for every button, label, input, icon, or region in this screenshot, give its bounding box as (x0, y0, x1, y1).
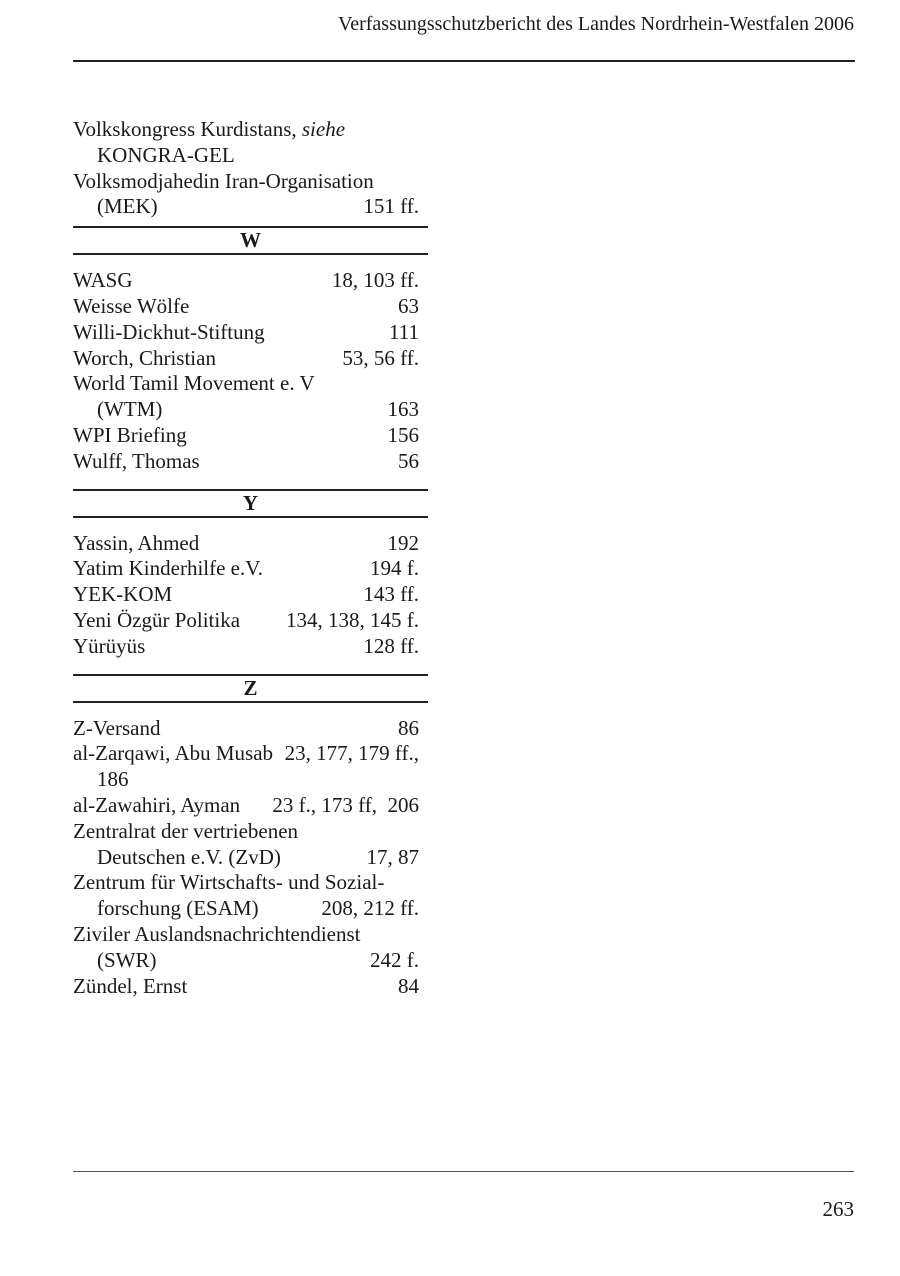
entry-text: forschung (ESAM) (97, 896, 259, 921)
running-header: Verfassungsschutzbericht des Landes Nordrhein-Westfalen 2006 (337, 13, 854, 35)
index-entry (73, 531, 419, 557)
index-entry (73, 449, 419, 475)
entry-text: Volksmodjahedin Iran-Organisation (73, 168, 374, 193)
entry-text: (MEK) (97, 194, 158, 219)
index-column (73, 117, 419, 999)
entry-text: Ziviler Auslandsnachrichtendienst (73, 921, 361, 946)
entry-text: Wulff, Thomas (73, 448, 200, 473)
index-entry (73, 974, 419, 1000)
entry-pages: 63 (398, 293, 419, 318)
entry-text: Volkskongress Kurdistans, (73, 117, 297, 141)
entry-text: Yatim Kinderhilfe e.V. (73, 556, 263, 581)
entry-text: 186 (97, 767, 129, 792)
entry-pages: 192 (387, 530, 419, 555)
index-entry (73, 169, 419, 195)
entry-pages: 23, 177, 179 ff., (284, 741, 419, 766)
entry-text: WPI Briefing (73, 422, 187, 447)
entry-pages: 156 (387, 422, 419, 447)
entry-text: al-Zarqawi, Abu Musab (73, 741, 274, 766)
entry-text: Worch, Christian (73, 345, 216, 370)
entry-pages: 23 f., 173 ff, 206 (272, 792, 419, 817)
entry-pages: 18, 103 ff. (331, 268, 419, 293)
index-entry (73, 320, 419, 346)
footer-rule (73, 1171, 854, 1172)
index-entry (73, 268, 419, 294)
entry-pages: 84 (398, 973, 419, 998)
entry-text: Deutschen e.V. (ZvD) (97, 844, 281, 869)
entry-text: Willi-Dickhut-Stiftung (73, 319, 265, 344)
index-entry (73, 922, 419, 948)
index-entry-continuation (73, 896, 419, 922)
entry-text: Yeni Özgür Politika (73, 607, 241, 632)
section-heading-w: W (73, 226, 428, 255)
index-entry-continuation (73, 194, 419, 220)
index-entry (73, 819, 419, 845)
index-entry (73, 556, 419, 582)
entry-pages: 242 f. (370, 947, 419, 972)
entry-pages: 53, 56 ff. (342, 345, 419, 370)
entry-pages: 163 (387, 397, 419, 422)
entry-pages: 56 (398, 448, 419, 473)
entry-text: (SWR) (97, 947, 157, 972)
entry-text: Z-Versand (73, 715, 161, 740)
section-heading-y: Y (73, 489, 428, 518)
entry-text: al-Zawahiri, Ayman (73, 792, 241, 817)
index-entry (73, 582, 419, 608)
entry-pages: 143 ff. (363, 582, 419, 607)
index-entry (73, 716, 419, 742)
siehe-reference: siehe (301, 117, 346, 141)
entry-pages: 151 ff. (363, 194, 419, 219)
index-entry (73, 423, 419, 449)
index-entry (73, 870, 419, 896)
entry-text: WASG (73, 268, 133, 293)
entry-pages: 134, 138, 145 f. (286, 607, 419, 632)
index-entry (73, 346, 419, 372)
entry-pages: 128 ff. (363, 633, 419, 658)
index-entry (73, 741, 419, 767)
entry-pages: 194 f. (370, 556, 419, 581)
index-entry (73, 117, 419, 143)
index-entry-continuation (73, 845, 419, 871)
entry-text: Yassin, Ahmed (73, 530, 200, 555)
entry-text: World Tamil Movement e. V (73, 371, 315, 396)
entry-pages: 208, 212 ff. (321, 896, 419, 921)
index-entry-continuation (73, 143, 419, 169)
entry-text: Weisse Wölfe (73, 293, 190, 318)
entry-pages: 111 (389, 319, 419, 344)
index-entry (73, 371, 419, 397)
entry-text: YEK-KOM (73, 582, 173, 607)
entry-text: Yürüyüs (73, 633, 146, 658)
index-entry (73, 294, 419, 320)
index-entry (73, 608, 419, 634)
entry-text: Zentralrat der vertriebenen (73, 818, 299, 843)
section-heading-z: Z (73, 674, 428, 703)
index-entry-continuation (73, 397, 419, 423)
index-entry (73, 793, 419, 819)
entry-text: Zündel, Ernst (73, 973, 188, 998)
index-entry-continuation (73, 948, 419, 974)
entry-text: (WTM) (97, 397, 163, 422)
entry-text: Zentrum für Wirtschafts- und Sozial- (73, 870, 385, 895)
index-entry-continuation (73, 767, 419, 793)
header-rule (73, 60, 855, 62)
index-entry (73, 634, 419, 660)
entry-pages: 17, 87 (366, 844, 419, 869)
entry-pages: 86 (398, 715, 419, 740)
page-number: 263 (822, 1197, 854, 1221)
entry-text: KONGRA-GEL (97, 142, 235, 167)
